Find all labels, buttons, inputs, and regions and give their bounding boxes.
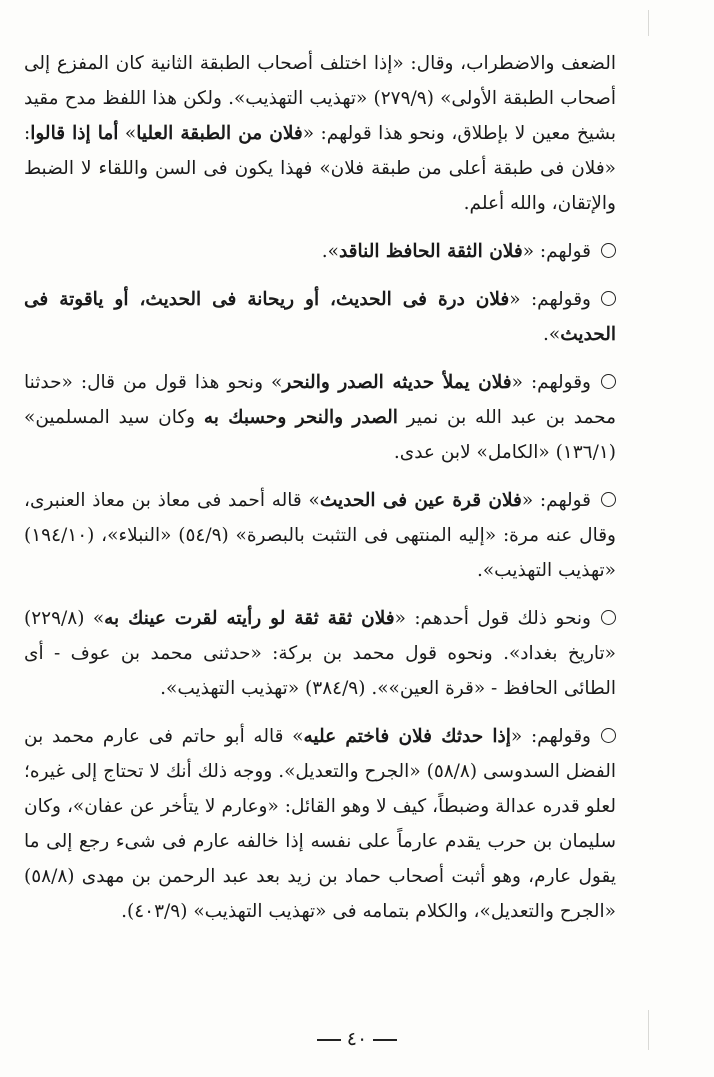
- bold-phrase: فلان ثقة ثقة لو رأيته لقرت عينك به: [104, 608, 395, 629]
- text-run: قولهم: «: [521, 490, 592, 511]
- bold-phrase: الصدر والنحر وحسبك به: [203, 407, 398, 428]
- list-item-1: [24, 234, 616, 269]
- dash-right: [317, 1039, 341, 1041]
- text-run: »: [118, 123, 137, 144]
- bold-phrase: أما إذا قالوا: [30, 123, 119, 144]
- list-item-3: [24, 365, 616, 470]
- bold-phrase: فلان الثقة الحافظ الناقد: [338, 241, 523, 262]
- bullet-circle-icon: [601, 610, 616, 625]
- list-item-5: [24, 601, 616, 706]
- bullet-circle-icon: [601, 291, 616, 306]
- list-item-2: [24, 282, 616, 352]
- text-run: ».: [543, 324, 561, 345]
- text-run: وكان سيد المسلمين» (١٣٦/١) «الكامل» لابن عدى.: [24, 407, 616, 463]
- dash-left: [373, 1039, 397, 1041]
- text-run: » قاله أحمد فى معاذ بن معاذ العنبرى، وقال عنه مرة: «إليه المنتهى فى التثبت بالبصرة» (٥٤/٩) «النبلاء»، (١٩٤/١٠) «تهذيب التهذيب».: [24, 490, 616, 581]
- bold-phrase: فلان يملأ حديثه الصدر والنحر: [282, 372, 512, 393]
- page-text-block: [24, 46, 616, 929]
- bold-phrase: فلان قرة عين فى الحديث: [319, 490, 522, 511]
- text-run: قولهم: «: [522, 241, 591, 262]
- bullet-circle-icon: [601, 243, 616, 258]
- scan-mark: [648, 1010, 649, 1050]
- text-run: وقولهم: «: [511, 372, 591, 393]
- text-run: ».: [321, 241, 339, 262]
- text-run: وقولهم: «: [510, 726, 591, 747]
- text-run: : «فلان فى طبقة أعلى من طبقة فلان» فهذا يكون فى السن واللقاء لا الضبط والإتقان، والله أعلم.: [24, 123, 616, 214]
- bold-phrase: فلان من الطبقة العليا: [136, 123, 303, 144]
- text-run: » (٢٢٩/٨) «تاريخ بغداد». ونحوه قول محمد بن بركة: «حدثنى محمد بن عوف - أى الطائى الحافظ - «قرة العين»». (٣٨٤/٩) «تهذيب التهذيب».: [24, 608, 616, 699]
- text-run: الضعف والاضطراب، وقال: «إذا اختلف أصحاب الطبقة الثانية كان المفزع إلى أصحاب الطبقة الأولى» (٢٧٩/٩) «تهذيب التهذيب». ولكن هذا اللفظ مدح مقيد بشيخ معين لا بإطلاق، ونحو هذا قولهم: «: [24, 53, 617, 144]
- list-item-4: [24, 483, 616, 588]
- bold-phrase: فلان درة فى الحديث، أو ريحانة فى الحديث، أو ياقوتة فى الحديث: [24, 289, 616, 345]
- intro-paragraph: [24, 46, 616, 221]
- bullet-circle-icon: [601, 728, 616, 743]
- text-run: » ونحو هذا قول من قال: «حدثنا محمد بن عبد الله بن نمير: [24, 372, 617, 428]
- page-number: ٤٠: [346, 1028, 368, 1050]
- scan-mark: [648, 10, 649, 36]
- text-run: ونحو ذلك قول أحدهم: «: [394, 608, 591, 629]
- text-run: » قاله أبو حاتم فى عارم محمد بن الفضل السدوسى (٥٨/٨) «الجرح والتعديل». ووجه ذلك أنك لا تحتاج إلى غيره؛ لعلو قدره عدالة وضبطاً، كيف لا وهو القائل: «وعارم لا يتأخر عن عفان»، وكان سليمان بن حرب يقدم عارماً على نفسه إذا خالفه عارم فى شىء رجع إلى ما يقول عارم، وهو أثبت أصحاب حماد بن زيد بعد عبد الرحمن بن مهدى (٥٨/٨) «الجرح والتعديل»، والكلام بتمامه فى «تهذيب التهذيب» (٤٠٣/٩).: [24, 726, 616, 922]
- bold-phrase: إذا حدثك فلان فاختم عليه: [303, 726, 511, 747]
- bullet-circle-icon: [601, 374, 616, 389]
- list-item-6: [24, 719, 616, 929]
- page-number-footer: [0, 1028, 714, 1050]
- bullet-circle-icon: [601, 492, 616, 507]
- text-run: وقولهم: «: [509, 289, 591, 310]
